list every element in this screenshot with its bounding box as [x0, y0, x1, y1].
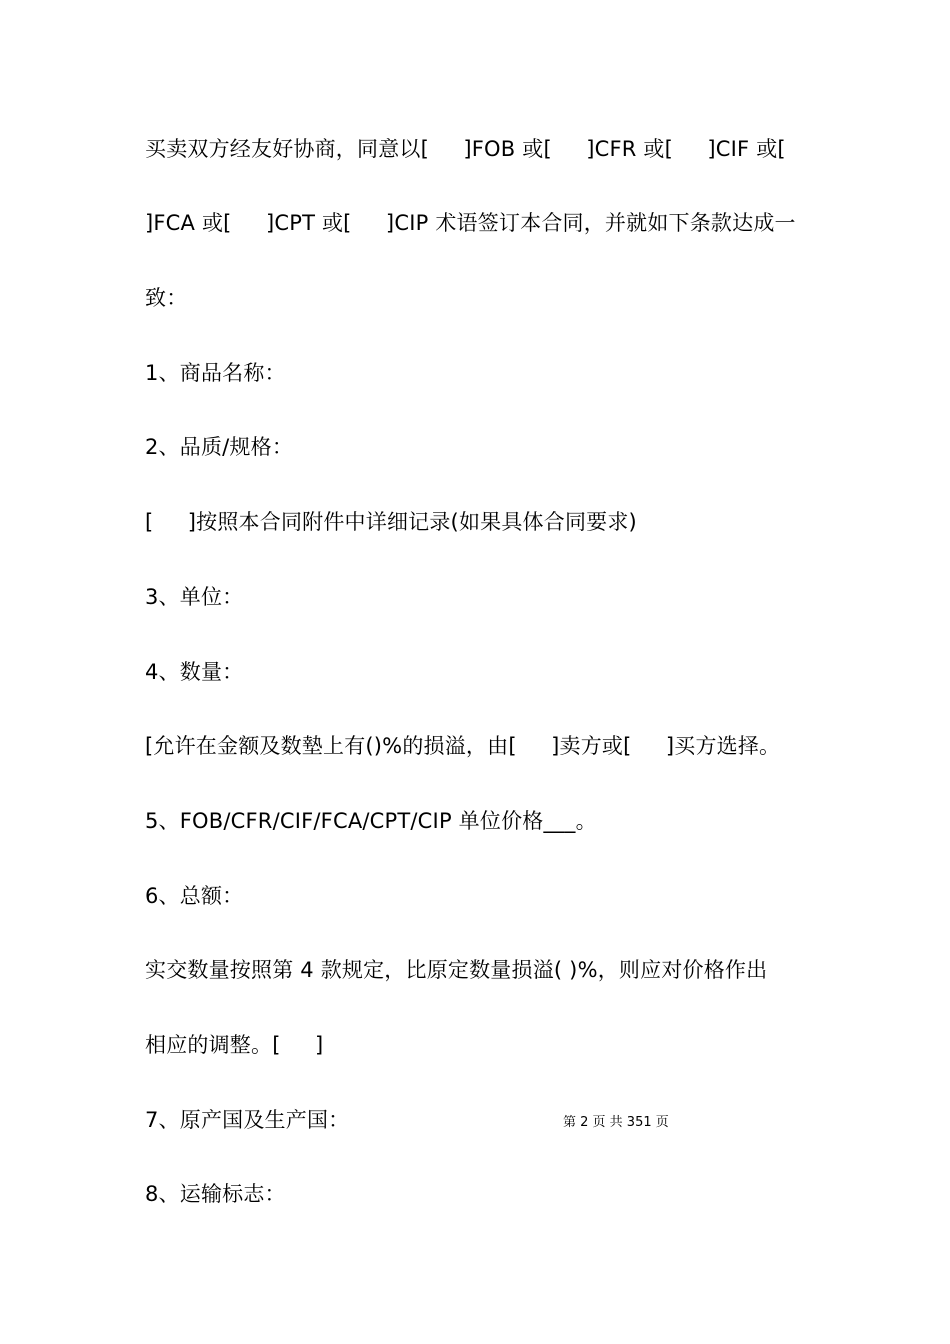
clause-5-unit-price: 5、FOB/CFR/CIF/FCA/CPT/CIP 单位价格___。	[145, 809, 597, 833]
clause-2-attachment-note: [ ]按照本合同附件中详细记录(如果具体合同要求)	[145, 510, 637, 534]
clause-4-quantity: 4、数量：	[145, 660, 244, 684]
clause-8-shipping-marks: 8、运输标志：	[145, 1182, 286, 1206]
contract-paragraph-line-1: 买卖双方经友好协商，同意以[ ]FOB 或[ ]CFR 或[ ]CIF 或[	[145, 137, 786, 161]
clause-6-total-amount: 6、总额：	[145, 884, 244, 908]
clause-6-adjustment-line-2: 相应的调整。[ ]	[145, 1033, 324, 1057]
page-number-footer: 第 2 页 共 351 页	[563, 1115, 669, 1130]
clause-3-unit: 3、单位：	[145, 585, 244, 609]
clause-2-quality-spec: 2、品质/规格：	[145, 435, 294, 459]
clause-7-country-of-origin: 7、原产国及生产国：	[145, 1108, 350, 1132]
clause-6-adjustment-line-1: 实交数量按照第 4 款规定，比原定数量损溢( )%，则应对价格作出	[145, 958, 768, 982]
contract-paragraph-line-3: 致：	[145, 286, 188, 310]
contract-paragraph-line-2: ]FCA 或[ ]CPT 或[ ]CIP 术语签订本合同，并就如下条款达成一	[145, 211, 796, 235]
clause-1-product-name: 1、商品名称：	[145, 361, 286, 385]
clause-4-tolerance: [允许在金额及数墊上有()%的损溢，由[ ]卖方或[ ]买方选择。	[145, 734, 781, 758]
